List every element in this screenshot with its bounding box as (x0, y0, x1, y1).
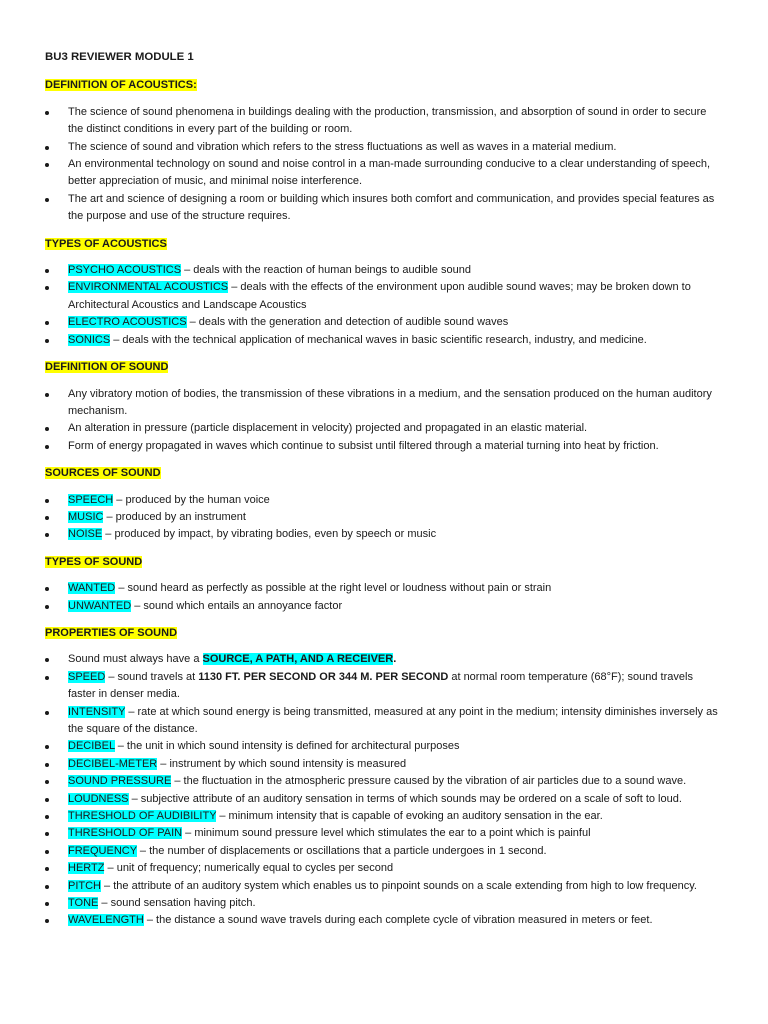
list-item (45, 598, 718, 615)
list-item (45, 104, 718, 139)
list-item (45, 912, 718, 929)
item-text: – deals with the effects of the environment upon audible sound waves; may be broken down to Architectural Acoustics and Landscape Acoustics (68, 281, 691, 311)
highlighted-term: WANTED (68, 582, 116, 595)
bullet-list (45, 104, 718, 226)
highlighted-term: MUSIC (68, 510, 104, 523)
item-text: – the distance a sound wave travels during each complete cycle of vibration measured in meters or feet. (143, 914, 653, 927)
list-item (45, 791, 718, 808)
list-item (45, 156, 718, 191)
highlighted-term: HERTZ (68, 862, 105, 875)
item-text: – instrument by which sound intensity is measured (157, 757, 407, 770)
list-item (45, 738, 718, 755)
list-item (45, 262, 718, 279)
item-text: . (393, 653, 397, 666)
list-item (45, 492, 718, 509)
list-item (45, 314, 718, 331)
highlighted-term: DECIBEL-METER (68, 757, 158, 770)
highlighted-term: FREQUENCY (68, 844, 137, 857)
item-text: – subjective attribute of an auditory sensation in terms of which sounds may be ordered on a scale of soft to loud. (128, 792, 682, 805)
item-text: – minimum sound pressure level which stimulates the ear to a point which is painful (182, 827, 591, 840)
highlighted-term: WAVELENGTH (68, 914, 144, 927)
list-item (45, 279, 718, 314)
item-text: An environmental technology on sound and noise control in a man-made surrounding conducive to a clear understanding of speech, better appreciation of music, and minimal noise interference. (68, 158, 711, 188)
list-item (45, 756, 718, 773)
list-item (45, 860, 718, 877)
item-text: – deals with the technical application of mechanical waves in basic scientific research, industry, and medicine. (110, 333, 647, 346)
highlighted-term: SONICS (68, 333, 111, 346)
section-heading (45, 359, 718, 376)
list-item (45, 825, 718, 842)
section-heading-text: SOURCES OF SOUND (45, 467, 161, 480)
item-text: – minimum intensity that is capable of evoking an auditory sensation in the ear. (216, 810, 603, 823)
section-heading-text: TYPES OF ACOUSTICS (45, 237, 167, 250)
list-item (45, 704, 718, 739)
section-heading (45, 625, 718, 642)
item-text: The art and science of designing a room or building which insures both comfort and communication, and provides special features as the purpose and use of the structure requires. (68, 192, 715, 223)
item-text: at normal room temperature (68°F); sound travels faster in denser media. (68, 670, 693, 701)
highlighted-term: INTENSITY (68, 705, 126, 718)
highlighted-term: SOUND PRESSURE (68, 775, 172, 788)
list-item (45, 773, 718, 790)
section-heading-text: PROPERTIES OF SOUND (45, 626, 178, 639)
list-item (45, 526, 718, 543)
item-text: – deals with the generation and detection of audible sound waves (186, 316, 509, 329)
item-text: – the fluctuation in the atmospheric pressure caused by the vibration of air particles due to a sound wave. (171, 775, 687, 788)
section-heading-text: DEFINITION OF ACOUSTICS: (45, 79, 197, 92)
highlighted-term: THRESHOLD OF AUDIBILITY (68, 810, 217, 823)
list-item (45, 386, 718, 421)
section-heading (45, 236, 718, 253)
highlighted-term: TONE (68, 897, 99, 910)
list-item (45, 438, 718, 455)
item-text: Sound must always have a (68, 653, 203, 666)
list-item (45, 580, 718, 597)
item-text: – the number of displacements or oscillations that a particle undergoes in 1 second. (136, 844, 547, 857)
list-item (45, 191, 718, 226)
item-text: – deals with the reaction of human beings to audible sound (181, 264, 471, 277)
bullet-list (45, 580, 718, 615)
item-text: – unit of frequency; numerically equal to cycles per second (104, 862, 394, 875)
highlighted-term: LOUDNESS (68, 792, 129, 805)
document-title: BU3 REVIEWER MODULE 1 (45, 51, 194, 63)
section-heading (45, 77, 718, 94)
section-heading (45, 554, 718, 571)
item-text: – sound heard as perfectly as possible at the right level or loudness without pain or strain (115, 582, 552, 595)
item-text: The science of sound phenomena in buildings dealing with the production, transmission, and absorption of sound in order to secure the distinct conditions in every part of the building or room. (68, 105, 707, 136)
item-text: Form of energy propagated in waves which continue to subsist until filtered through a material turning into heat by friction. (68, 439, 659, 452)
highlighted-term: DECIBEL (68, 740, 115, 753)
item-text: An alteration in pressure (particle displacement in velocity) projected and propagated in an elastic material. (68, 422, 588, 435)
item-text: – the unit in which sound intensity is defined for architectural purposes (114, 740, 460, 753)
item-text: 1130 FT. PER SECOND OR 344 M. PER SECOND (198, 670, 449, 683)
bullet-list (45, 262, 718, 349)
bullet-list (45, 386, 718, 456)
list-item (45, 808, 718, 825)
document-body (45, 77, 718, 929)
item-text: The science of sound and vibration which refers to the stress fluctuations as well as waves in a material medium. (68, 140, 617, 153)
highlighted-term: PITCH (68, 879, 101, 892)
highlighted-term: ENVIRONMENTAL ACOUSTICS (68, 281, 229, 294)
list-item (45, 332, 718, 349)
list-item (45, 651, 718, 668)
highlighted-term: UNWANTED (68, 599, 132, 612)
bullet-list (45, 651, 718, 930)
highlighted-term: THRESHOLD OF PAIN (68, 827, 183, 840)
list-item (45, 420, 718, 437)
highlighted-term: SOURCE, A PATH, AND A RECEIVER (202, 653, 394, 666)
highlighted-term: NOISE (68, 528, 103, 541)
item-text: – the attribute of an auditory system which enables us to pinpoint sounds on a scale extending from high to low frequency. (101, 879, 697, 892)
list-item (45, 895, 718, 912)
highlighted-term: SPEECH (68, 493, 114, 506)
list-item (45, 878, 718, 895)
highlighted-term: ELECTRO ACOUSTICS (68, 316, 187, 329)
item-text: Any vibratory motion of bodies, the transmission of these vibrations in a medium, and the sensation produced on the human auditory mechanism. (68, 387, 712, 417)
item-text: – sound sensation having pitch. (98, 897, 256, 910)
item-text: – rate at which sound energy is being transmitted, measured at any point in the medium; intensity diminishes inversely as the square of the distance. (68, 705, 718, 735)
list-item (45, 139, 718, 156)
item-text: – produced by the human voice (113, 493, 270, 506)
highlighted-term: SPEED (68, 670, 106, 683)
list-item (45, 843, 718, 860)
item-text: – sound travels at (105, 670, 199, 683)
list-item (45, 669, 718, 704)
highlighted-term: PSYCHO ACOUSTICS (68, 264, 182, 277)
item-text: – produced by an instrument (103, 510, 246, 523)
section-heading-text: TYPES OF SOUND (45, 555, 143, 568)
list-item (45, 509, 718, 526)
section-heading-text: DEFINITION OF SOUND (45, 361, 169, 374)
item-text: – sound which entails an annoyance factor (131, 599, 343, 612)
bullet-list (45, 492, 718, 544)
item-text: – produced by impact, by vibrating bodies, even by speech or music (102, 528, 437, 541)
section-heading (45, 465, 718, 482)
